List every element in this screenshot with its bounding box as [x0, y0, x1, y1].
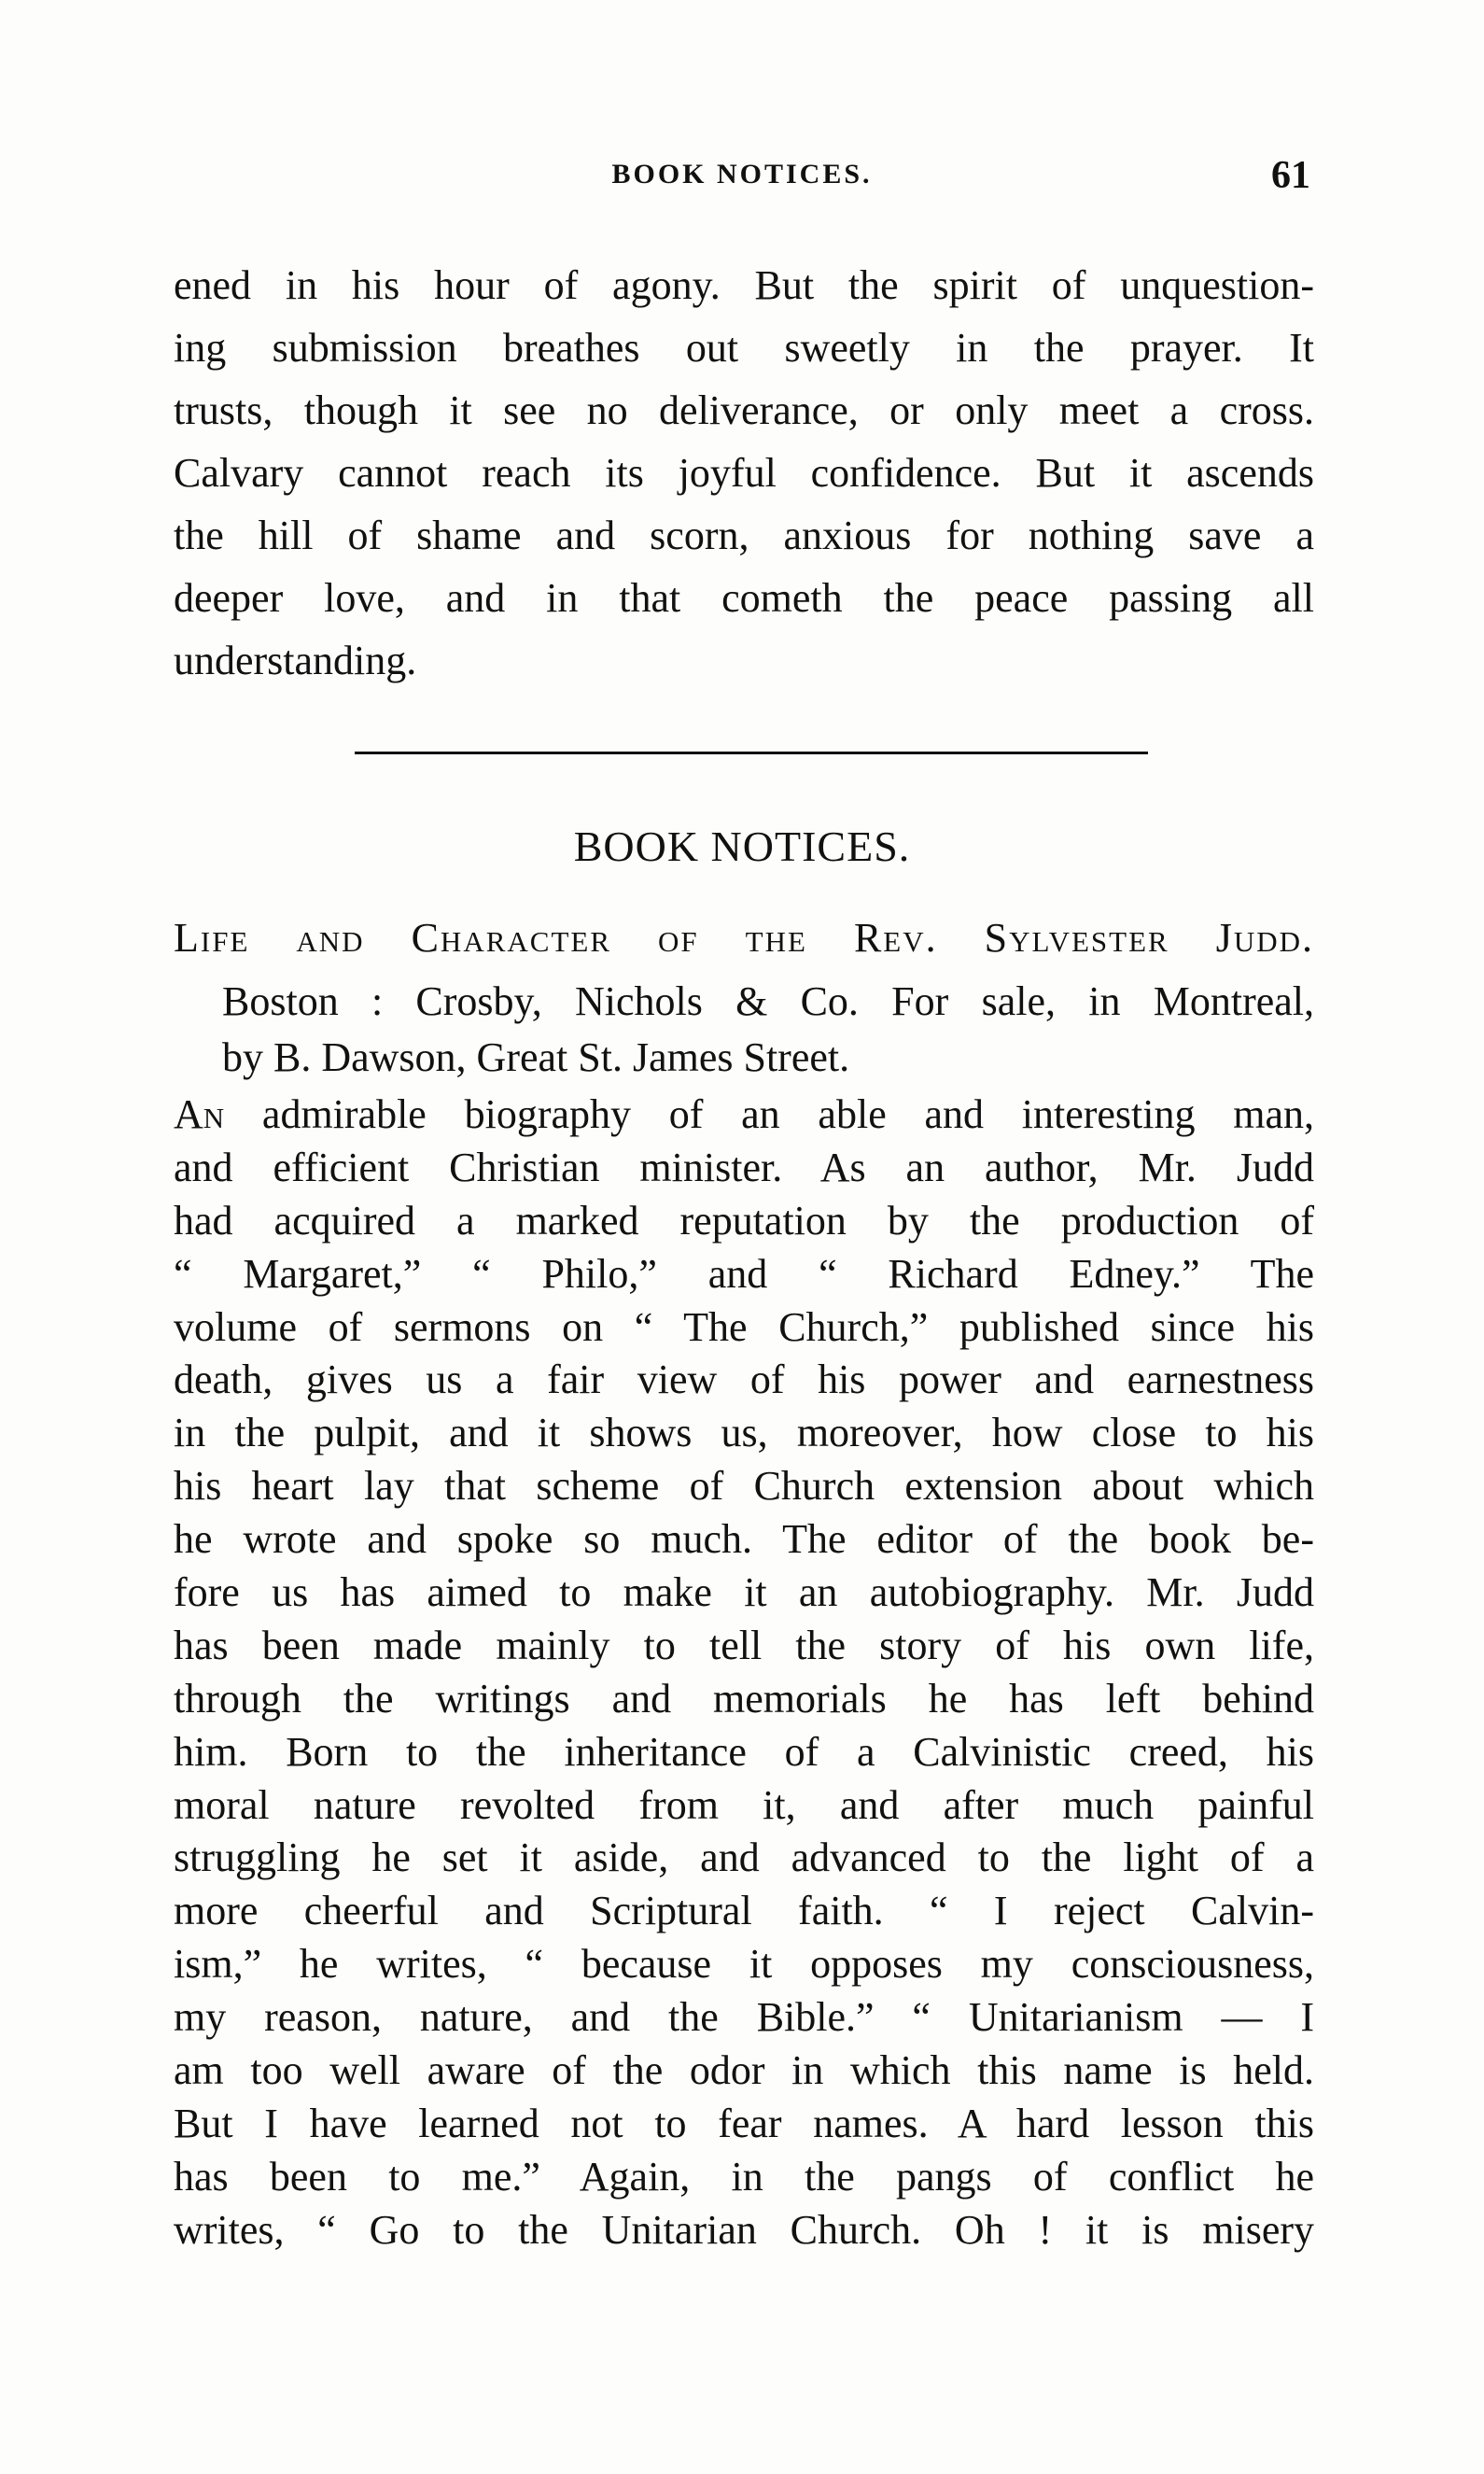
review-line: my reason, nature, and the Bible.” “ Unitarianism — I — [174, 1994, 1314, 2041]
running-header — [0, 154, 1484, 205]
section-divider — [355, 752, 1148, 754]
review-line: him. Born to the inheritance of a Calvinistic creed, his — [174, 1728, 1314, 1775]
review-line: has been made mainly to tell the story of his own life, — [174, 1622, 1314, 1668]
review-line: “ Margaret,” “ Philo,” and “ Richard Edney.” The — [174, 1250, 1314, 1297]
review-line: death, gives us a fair view of his power and earnestness — [174, 1356, 1314, 1403]
review-line: moral nature revolted from it, and after much painful — [174, 1781, 1314, 1828]
publisher-line: Boston : Crosby, Nichols & Co. For sale, in Montreal, — [222, 978, 1314, 1024]
publisher-line: by B. Dawson, Great St. James Street. — [222, 1034, 850, 1080]
review-line: ism,” he writes, “ because it opposes my consciousness, — [174, 1941, 1314, 1988]
section-heading: BOOK NOTICES. — [573, 822, 911, 870]
review-line: has been to me.” Again, in the pangs of conflict he — [174, 2153, 1314, 2200]
book-entry — [174, 910, 1314, 1086]
page-number: 61 — [1271, 154, 1310, 197]
review-line: volume of sermons on “ The Church,” published since his — [174, 1303, 1314, 1350]
paragraph-line: understanding. — [174, 638, 417, 683]
review-lead-word: An — [174, 1091, 225, 1137]
opening-paragraph — [174, 254, 1314, 692]
review-line: in the pulpit, and it shows us, moreover, how close to his — [174, 1410, 1314, 1456]
review-line: fore us has aimed to make it an autobiography. Mr. Judd — [174, 1569, 1314, 1616]
review-line: had acquired a marked reputation by the production of — [174, 1197, 1314, 1244]
running-header-title: BOOK NOTICES. — [611, 159, 873, 190]
paragraph-line: ing submission breathes out sweetly in the prayer. It — [174, 325, 1314, 371]
review-line: struggling he set it aside, and advanced to the light of a — [174, 1834, 1314, 1881]
review-line: more cheerful and Scriptural faith. “ I reject Calvin- — [174, 1888, 1314, 1934]
paragraph-line: deeper love, and in that cometh the peace passing all — [174, 575, 1314, 621]
review-line: writes, “ Go to the Unitarian Church. Oh ! it is misery — [174, 2206, 1314, 2253]
paragraph-line: the hill of shame and scorn, anxious for nothing save a — [174, 513, 1314, 558]
review-line: he wrote and spoke so much. The editor of the book be- — [174, 1516, 1314, 1563]
review-line: But I have learned not to fear names. A hard lesson this — [174, 2100, 1314, 2146]
paragraph-line: Calvary cannot reach its joyful confidence. But it ascends — [174, 450, 1314, 496]
review-line: and efficient Christian minister. As an author, Mr. Judd — [174, 1144, 1314, 1190]
review-first-line — [174, 1089, 1314, 1142]
review-line: through the writings and memorials he has left behind — [174, 1675, 1314, 1722]
paragraph-line: ened in his hour of agony. But the spirit of unquestion- — [174, 262, 1314, 308]
review-line: his heart lay that scheme of Church extension about which — [174, 1463, 1314, 1510]
paragraph-line: trusts, though it see no deliverance, or only meet a cross. — [174, 387, 1314, 433]
review-line: am too well aware of the odor in which this name is held. — [174, 2047, 1314, 2094]
book-title: Life and Character of the Rev. Sylvester Judd. — [174, 915, 1314, 961]
review-paragraph — [174, 1089, 1314, 2257]
review-first-line-text: admirable biography of an able and interesting man, — [224, 1091, 1314, 1137]
